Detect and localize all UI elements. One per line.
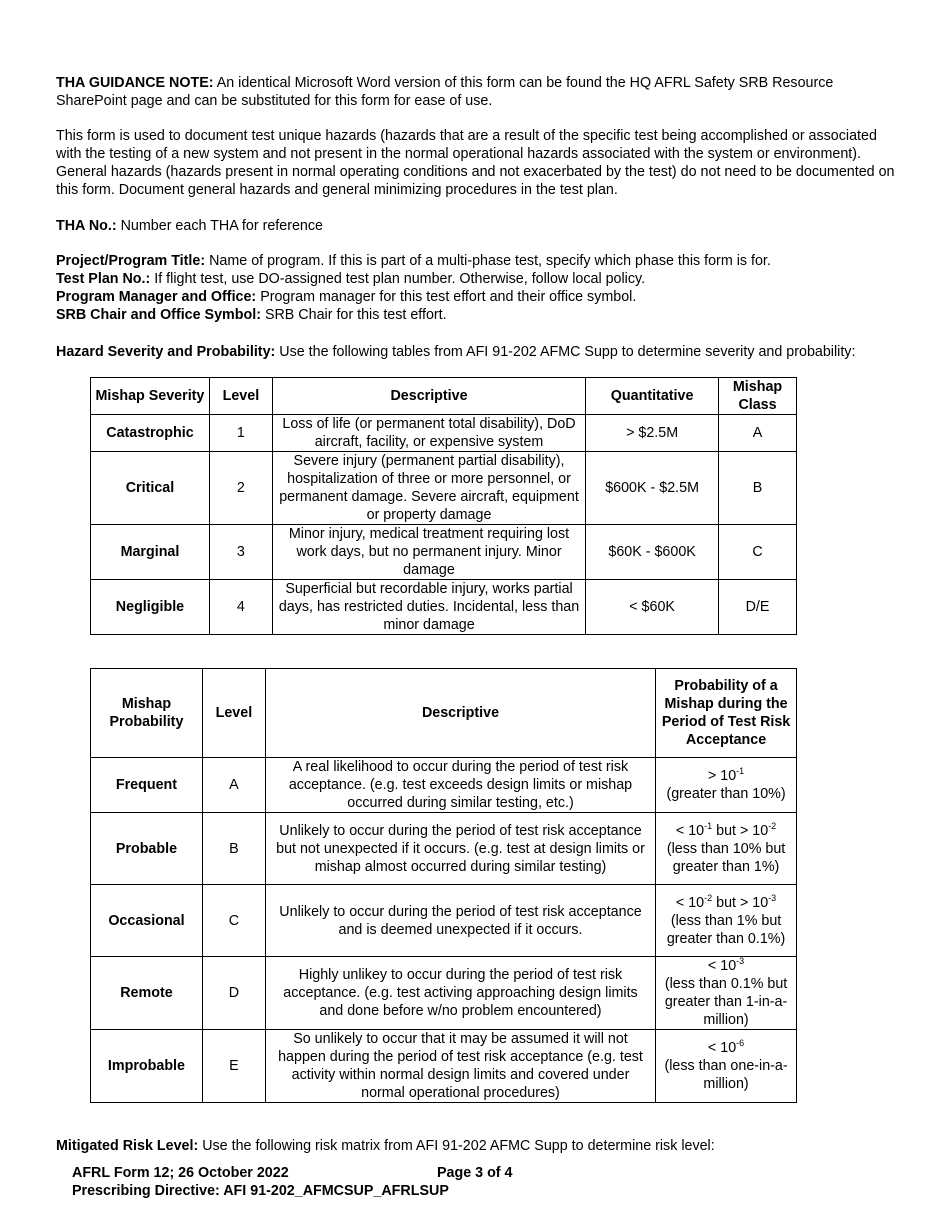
table-row [91, 525, 797, 580]
severity-heading-label: Hazard Severity and Probability: [56, 344, 276, 360]
severity-level: 2 [209, 452, 272, 525]
severity-class: B [719, 452, 797, 525]
tha-no-field [56, 217, 896, 235]
probability-desc: Highly unlikey to occur during the period of test risk acceptance. (e.g. test activing approaching design limits and done before w/no problem encountered) [265, 957, 655, 1030]
probability-name: Improbable [91, 1030, 203, 1103]
probability-level: A [202, 758, 265, 813]
probability-value [656, 1030, 797, 1103]
severity-header-cell: Level [209, 378, 272, 415]
severity-desc: Loss of life (or permanent total disability), DoD aircraft, facility, or expensive system [272, 415, 585, 452]
test-plan-label: Test Plan No.: [56, 271, 151, 287]
tha-no-text: Number each THA for reference [120, 218, 323, 234]
severity-header-cell: Quantitative [586, 378, 719, 415]
probability-header-cell: Probability of a Mishap during the Period of Test Risk Acceptance [656, 669, 797, 758]
probability-header-cell: Mishap Probability [91, 669, 203, 758]
guidance-text: An identical Microsoft Word version of this form can be found the HQ AFRL Safety SRB Resource SharePoint page and can be substituted for this form for ease of use. [56, 75, 834, 109]
probability-value [656, 758, 797, 813]
probability-value [656, 813, 797, 885]
probability-note: (greater than 10%) [666, 786, 786, 802]
project-text: Name of program. If this is part of a multi-phase test, specify which phase this form is for. [209, 253, 771, 269]
probability-name: Frequent [91, 758, 203, 813]
severity-level: 3 [209, 525, 272, 580]
probability-name: Occasional [91, 885, 203, 957]
probability-desc: Unlikely to occur during the period of test risk acceptance but not unexpected if it occurs. (e.g. test at design limits or mishap almost occurred during similar testing) [265, 813, 655, 885]
severity-quant: $600K - $2.5M [586, 452, 719, 525]
guidance-label: THA GUIDANCE NOTE: [56, 75, 214, 91]
probability-header-cell: Descriptive [265, 669, 655, 758]
table-row [91, 758, 797, 813]
probability-header-cell: Level [202, 669, 265, 758]
table-row [91, 452, 797, 525]
table-row [91, 580, 797, 635]
severity-header-cell: Descriptive [272, 378, 585, 415]
severity-heading [56, 343, 936, 361]
pm-field [56, 288, 896, 306]
severity-quant: < $60K [586, 580, 719, 635]
risk-heading-label: Mitigated Risk Level: [56, 1138, 199, 1154]
table-row [91, 415, 797, 452]
probability-expr: < $10^{-1}$ but > $10^{-2}$ [675, 820, 777, 839]
probability-level: E [202, 1030, 265, 1103]
program-fields [56, 252, 896, 324]
probability-desc: Unlikely to occur during the period of test risk acceptance and is deemed unexpected if it occurs. [265, 885, 655, 957]
table-row [91, 1030, 797, 1103]
test-plan-text: If flight test, use DO-assigned test plan number. Otherwise, follow local policy. [154, 271, 646, 287]
footer-form: AFRL Form 12; 26 October 2022 [72, 1165, 289, 1181]
srb-text: SRB Chair for this test effort. [264, 307, 447, 323]
severity-name: Marginal [91, 525, 210, 580]
probability-note: (less than 10% but greater than 1%) [666, 840, 786, 875]
probability-value [656, 885, 797, 957]
tha-no-label: THA No.: [56, 218, 117, 234]
srb-field [56, 306, 896, 324]
intro-paragraph: This form is used to document test unique hazards (hazards that are a result of the specific test being accomplished or associated with the testing of a new system and not present in the normal operational hazards associated with the system or environment). General hazards (hazards present in normal operating conditions and not exacerbated by the test) do not need to be documented on this form. Document general hazards and general minimizing procedures in the test plan. [56, 128, 895, 198]
severity-class: A [719, 415, 797, 452]
probability-value [656, 957, 797, 1030]
severity-desc: Minor injury, medical treatment requiring lost work days, but no permanent injury. Minor damage [272, 525, 585, 580]
probability-note: (less than 0.1% but greater than 1-in-a-million) [664, 976, 788, 1028]
severity-header-cell: Mishap Class [719, 378, 797, 415]
srb-label: SRB Chair and Office Symbol: [56, 307, 261, 323]
probability-desc: So unlikely to occur that it may be assumed it will not happen during the period of test risk acceptance (e.g. test activity within normal design limits and covered under normal operational procedures) [265, 1030, 655, 1103]
probability-expr: > $10^{-1}$ [707, 766, 745, 784]
probability-level: D [202, 957, 265, 1030]
probability-desc: A real likelihood to occur during the period of test risk acceptance. (e.g. test exceeds design limits or mishap occurred during similar testing, etc.) [265, 758, 655, 813]
risk-heading [56, 1137, 896, 1155]
pm-text: Program manager for this test effort and their office symbol. [260, 289, 637, 305]
probability-level: C [202, 885, 265, 957]
severity-quant: $60K - $600K [586, 525, 719, 580]
severity-name: Critical [91, 452, 210, 525]
probability-note: (less than one-in-a-million) [664, 1058, 788, 1092]
severity-quant: > $2.5M [586, 415, 719, 452]
severity-desc: Superficial but recordable injury, works partial days, has restricted duties. Incidental, less than minor damage [272, 580, 585, 635]
severity-name: Catastrophic [91, 415, 210, 452]
pm-label: Program Manager and Office: [56, 289, 257, 305]
table-row [91, 813, 797, 885]
probability-expr: < $10^{-6}$ [707, 1038, 745, 1056]
severity-class: C [719, 525, 797, 580]
severity-desc: Severe injury (permanent partial disability), hospitalization of three or more personnel, or permanent damage. Severe aircraft, equipment or property damage [272, 452, 585, 525]
risk-heading-text: Use the following risk matrix from AFI 91-202 AFMC Supp to determine risk level: [202, 1138, 715, 1154]
severity-class: D/E [719, 580, 797, 635]
probability-expr: < $10^{-2}$ but > $10^{-3}$ [675, 892, 777, 911]
probability-name: Probable [91, 813, 203, 885]
severity-name: Negligible [91, 580, 210, 635]
project-label: Project/Program Title: [56, 253, 206, 269]
probability-table [90, 668, 797, 1103]
severity-table [90, 377, 797, 635]
severity-level: 1 [209, 415, 272, 452]
guidance-note [56, 74, 896, 110]
table-row [91, 957, 797, 1030]
probability-expr: < $10^{-3}$ [707, 956, 745, 974]
test-plan-field [56, 270, 896, 288]
probability-name: Remote [91, 957, 203, 1030]
project-field [56, 252, 896, 270]
severity-heading-text: Use the following tables from AFI 91-202 AFMC Supp to determine severity and probability: [279, 344, 856, 360]
probability-note: (less than 1% but greater than 0.1%) [666, 912, 786, 947]
probability-level: B [202, 813, 265, 885]
table-row [91, 885, 797, 957]
footer-page: Page 3 of 4 [437, 1165, 513, 1181]
severity-level: 4 [209, 580, 272, 635]
severity-header-cell: Mishap Severity [91, 378, 210, 415]
footer-directive: Prescribing Directive: AFI 91-202_AFMCSUP_AFRLSUP [72, 1183, 449, 1199]
